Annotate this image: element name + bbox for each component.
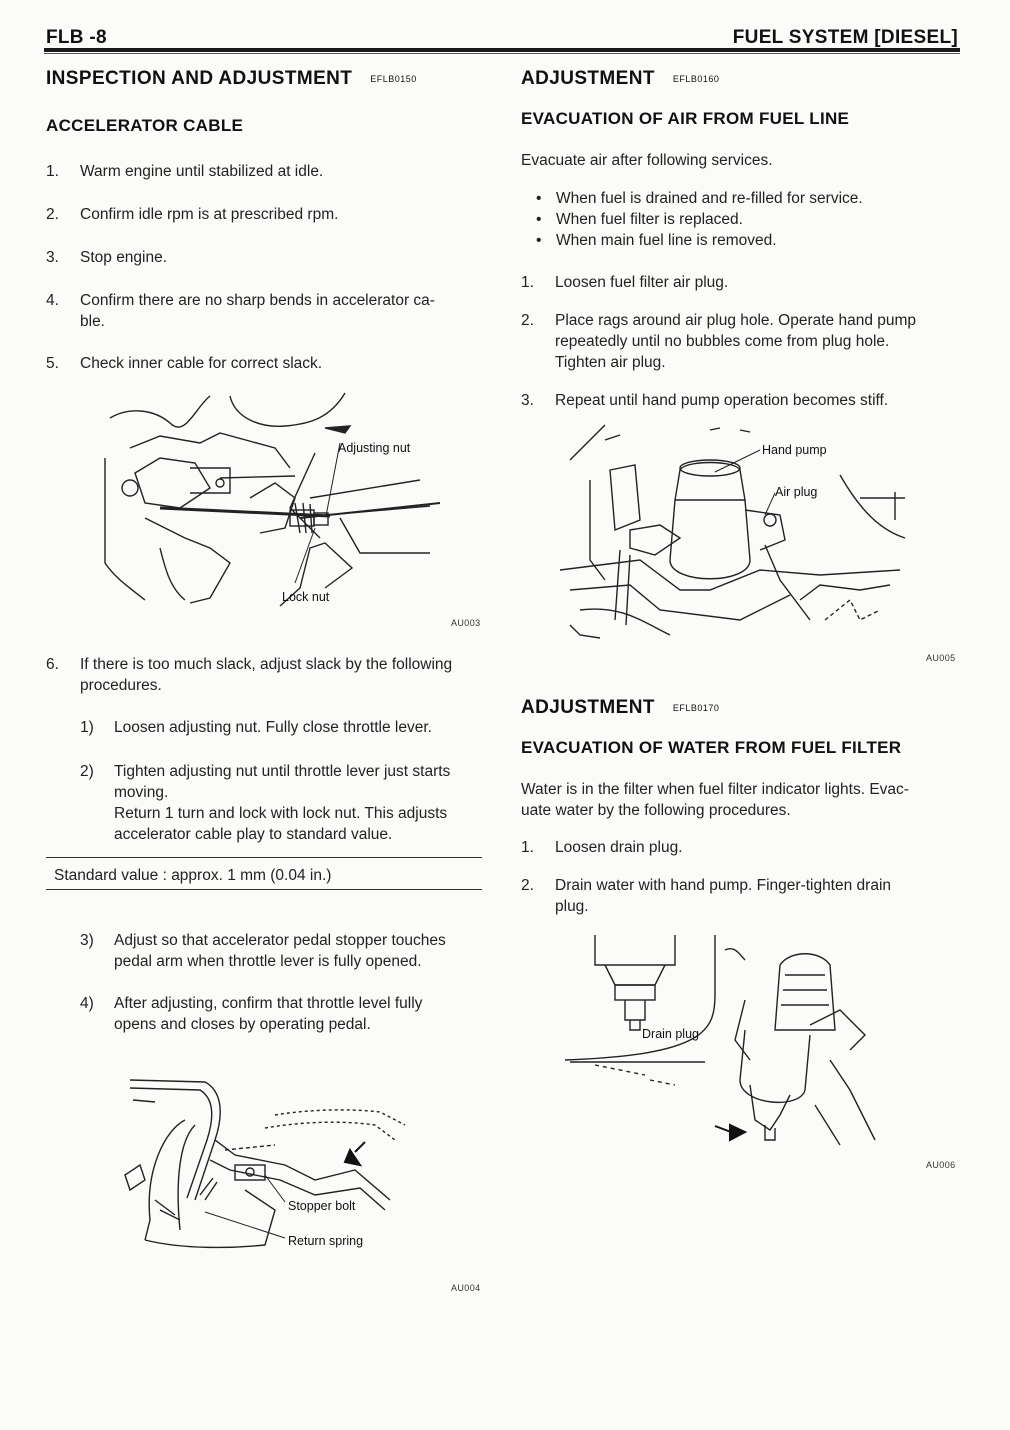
step-number: 6. <box>46 656 59 673</box>
adjustment-code: EFLB0160 <box>672 73 720 84</box>
water-intro <box>521 779 957 821</box>
list-item <box>46 654 486 696</box>
bullet-text: When fuel is drained and re-filled for service. <box>556 190 863 207</box>
step-text: Repeat until hand pump operation becomes stiff. <box>555 392 889 409</box>
step-text-cont: ble. <box>80 313 105 330</box>
figure-code: AU006 <box>926 1160 956 1170</box>
substep-text: Adjust so that accelerator pedal stopper touches <box>114 932 446 949</box>
step-6 <box>46 654 486 696</box>
step-number: 2. <box>46 206 59 223</box>
adjustment-title-text: ADJUSTMENT <box>521 68 655 89</box>
step-text-cont: procedures. <box>80 677 162 694</box>
substep-number: 1) <box>80 719 94 736</box>
accelerator-pedal-figure <box>125 1070 425 1270</box>
intro-line: Water is in the filter when fuel filter indicator lights. Evac- <box>521 781 909 798</box>
step-text: Place rags around air plug hole. Operate hand pump <box>555 312 917 329</box>
page-number: FLB -8 <box>46 27 107 48</box>
step-number: 2. <box>521 312 534 329</box>
adjustment-code: EFLB0170 <box>672 702 720 713</box>
step-list <box>46 161 486 383</box>
bullet-icon: • <box>536 211 542 228</box>
header-rule <box>44 48 960 52</box>
list-item <box>521 390 957 411</box>
step-text: Loosen drain plug. <box>555 839 683 856</box>
fuel-filter-hand-pump-figure <box>560 420 910 645</box>
drain-plug-figure <box>565 930 885 1155</box>
step-number: 1. <box>521 839 534 856</box>
step-text: Check inner cable for correct slack. <box>80 355 323 372</box>
air-step-list <box>521 272 957 411</box>
evacuation-air-subtitle: EVACUATION OF AIR FROM FUEL LINE <box>521 109 850 128</box>
list-item <box>80 930 490 993</box>
standard-value: Standard value : approx. 1 mm (0.04 in.) <box>54 867 332 884</box>
adjustment-title-2 <box>521 697 719 719</box>
substep-text: Tighten adjusting nut until throttle lever just starts <box>114 763 451 780</box>
bullet-icon: • <box>536 190 542 207</box>
step-number: 4. <box>46 292 59 309</box>
substep-list-a <box>80 717 490 845</box>
substep-text: accelerator cable play to standard value. <box>114 826 393 843</box>
list-item <box>536 230 966 251</box>
step-text: repeatedly until no bubbles come from plug hole. <box>555 333 890 350</box>
substep-number: 2) <box>80 763 94 780</box>
list-item <box>521 272 957 310</box>
accelerator-cable-subtitle: ACCELERATOR CABLE <box>46 116 244 135</box>
list-item <box>80 717 490 761</box>
figure-code: AU003 <box>451 618 481 628</box>
step-text: plug. <box>555 898 589 915</box>
step-number: 5. <box>46 355 59 372</box>
step-text: If there is too much slack, adjust slack by the following <box>80 656 453 673</box>
substep-text: After adjusting, confirm that throttle level fully <box>114 995 423 1012</box>
list-item <box>46 204 486 247</box>
section-header: FUEL SYSTEM [DIESEL] <box>732 27 958 48</box>
left-title-text: INSPECTION AND ADJUSTMENT <box>46 68 353 89</box>
standard-value-rule-bottom <box>46 889 482 890</box>
lock-nut-label: Lock nut <box>282 590 330 604</box>
evacuation-water-subtitle: EVACUATION OF WATER FROM FUEL FILTER <box>521 738 902 757</box>
step-text: Confirm there are no sharp bends in accelerator ca- <box>80 292 435 309</box>
step-number: 1. <box>521 274 534 291</box>
left-title-code: EFLB0150 <box>370 73 417 84</box>
list-item <box>521 837 957 875</box>
step-text: Warm engine until stabilized at idle. <box>80 163 324 180</box>
list-item <box>521 875 957 917</box>
step-text: Confirm idle rpm is at prescribed rpm. <box>80 206 339 223</box>
list-item <box>536 209 966 230</box>
accelerator-cable-figure <box>100 388 440 613</box>
bullet-icon: • <box>536 232 542 249</box>
substep-text: moving. <box>114 784 169 801</box>
adjusting-nut-label: Adjusting nut <box>338 441 411 455</box>
hand-pump-label: Hand pump <box>762 443 827 457</box>
adjustment-title-1 <box>521 68 719 90</box>
figure-code: AU005 <box>926 653 956 663</box>
step-text: Stop engine. <box>80 249 168 266</box>
bullet-text: When main fuel line is removed. <box>556 232 777 249</box>
step-text: Drain water with hand pump. Finger-tighten drain <box>555 877 892 894</box>
stopper-bolt-label: Stopper bolt <box>288 1199 356 1213</box>
bullet-list <box>536 188 966 251</box>
water-step-list <box>521 837 957 917</box>
list-item <box>80 761 490 845</box>
list-item <box>46 161 486 204</box>
list-item <box>46 247 486 290</box>
list-item <box>46 290 486 353</box>
return-spring-label: Return spring <box>288 1234 364 1248</box>
substep-text: pedal arm when throttle lever is fully opened. <box>114 953 422 970</box>
drain-plug-label: Drain plug <box>642 1027 699 1041</box>
step-text: Loosen fuel filter air plug. <box>555 274 729 291</box>
list-item <box>536 188 966 209</box>
intro-line: uate water by the following procedures. <box>521 802 791 819</box>
air-plug-label: Air plug <box>775 485 818 499</box>
figure-code: AU004 <box>451 1283 481 1293</box>
substep-number: 3) <box>80 932 94 949</box>
step-text: Tighten air plug. <box>555 354 666 371</box>
list-item <box>521 310 957 390</box>
left-section-title <box>46 68 417 90</box>
standard-value-rule-top <box>46 857 482 858</box>
list-item <box>46 353 486 383</box>
substep-text: opens and closes by operating pedal. <box>114 1016 371 1033</box>
list-item <box>80 993 490 1035</box>
air-intro: Evacuate air after following services. <box>521 152 773 169</box>
bullet-text: When fuel filter is replaced. <box>556 211 743 228</box>
step-number: 3. <box>521 392 534 409</box>
step-number: 3. <box>46 249 59 266</box>
step-number: 1. <box>46 163 59 180</box>
header-rule-thin <box>44 53 960 54</box>
substep-text: Return 1 turn and lock with lock nut. This adjusts <box>114 805 448 822</box>
substep-number: 4) <box>80 995 94 1012</box>
step-number: 2. <box>521 877 534 894</box>
substep-text: Loosen adjusting nut. Fully close throttle lever. <box>114 719 432 736</box>
adjustment-title-text: ADJUSTMENT <box>521 697 655 718</box>
substep-list-b <box>80 930 490 1035</box>
